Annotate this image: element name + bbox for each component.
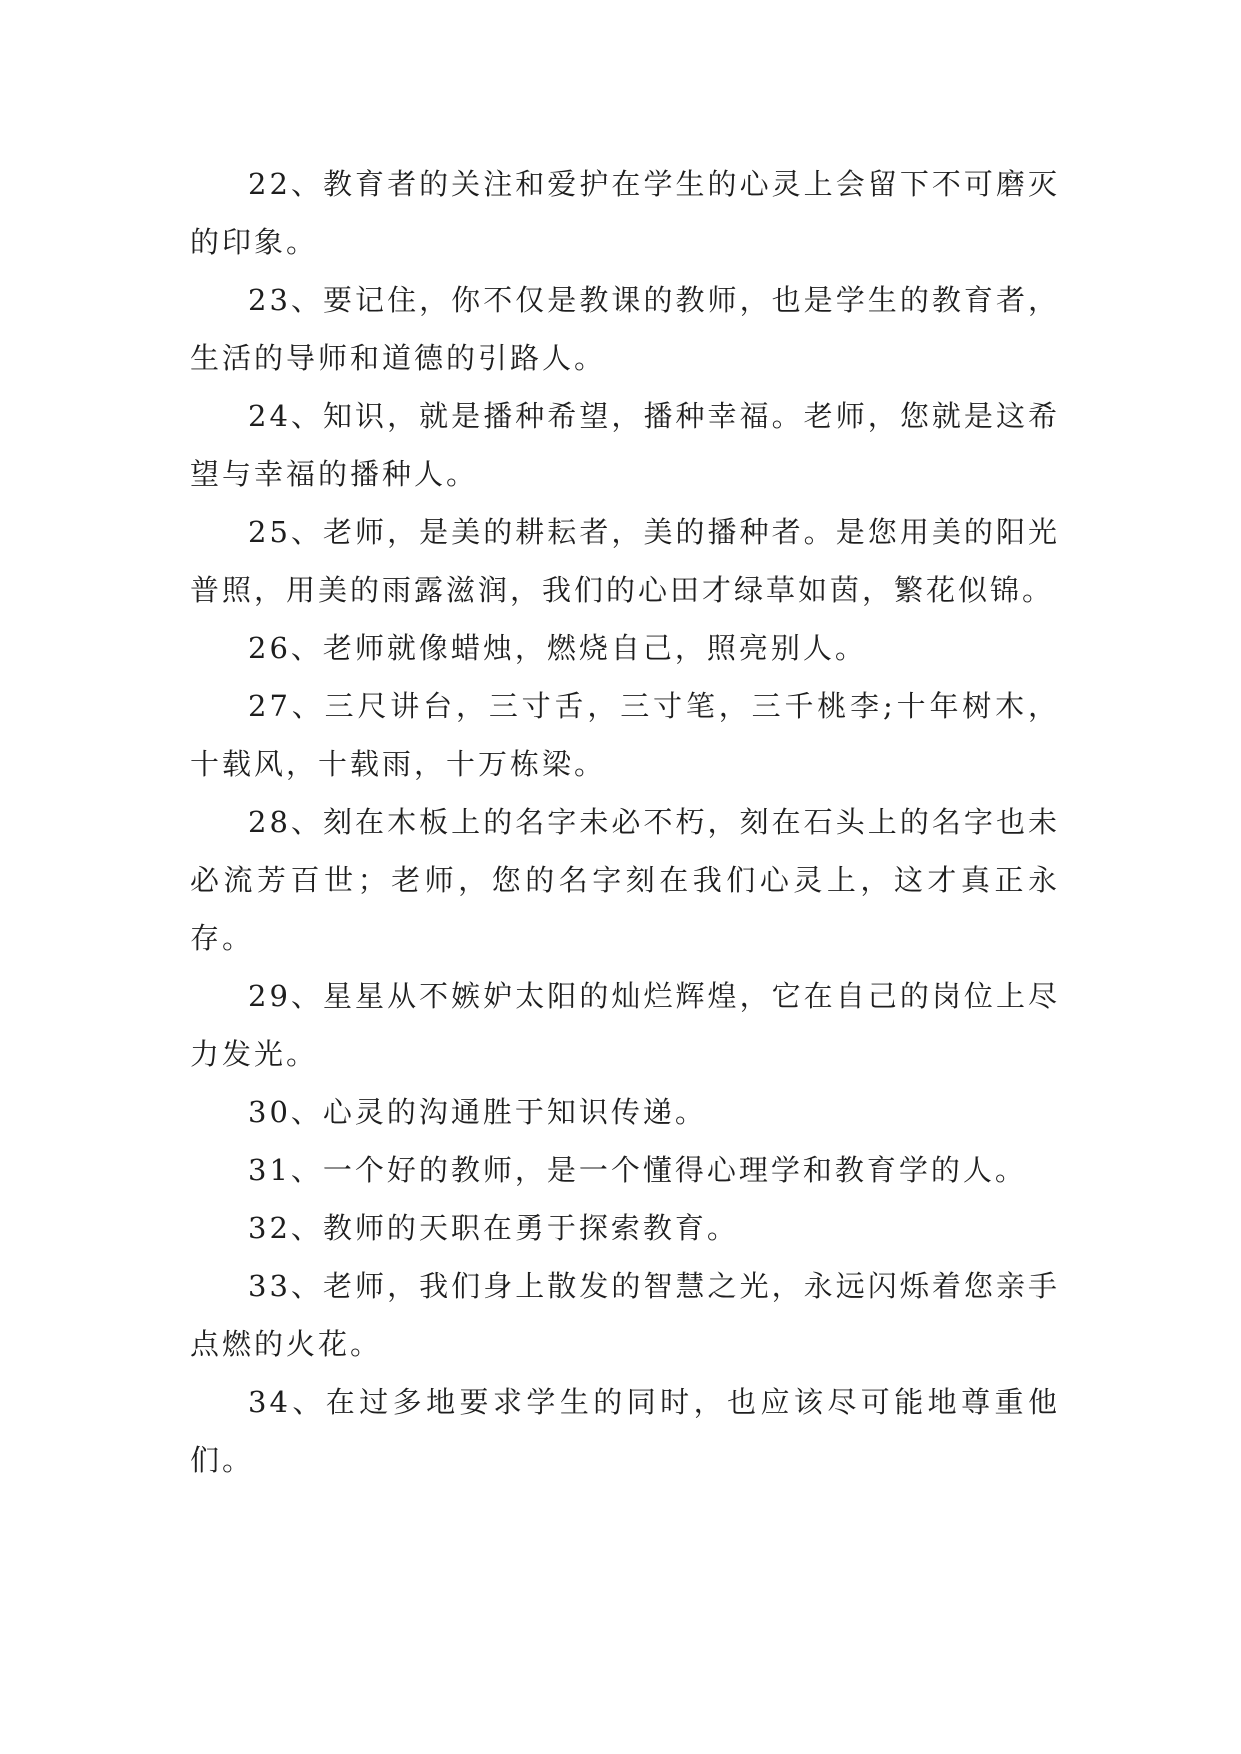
paragraph-31: 31、一个好的教师，是一个懂得心理学和教育学的人。 xyxy=(248,1153,1027,1187)
paragraph-24: 24、知识，就是播种希望，播种幸福。老师，您就是这希望与幸福的播种人。 xyxy=(190,399,1060,491)
document-body xyxy=(190,155,1060,1489)
paragraph-26: 26、老师就像蜡烛，燃烧自己，照亮别人。 xyxy=(248,631,867,665)
paragraph-27: 27、三尺讲台，三寸舌，三寸笔，三千桃李;十年树木，十载风，十载雨，十万栋梁。 xyxy=(190,689,1060,781)
paragraph-25: 25、老师，是美的耕耘者，美的播种者。是您用美的阳光普照，用美的雨露滋润，我们的心田才绿草如茵，繁花似锦。 xyxy=(190,515,1060,607)
paragraph-30: 30、心灵的沟通胜于知识传递。 xyxy=(248,1095,707,1129)
paragraph-22: 22、教育者的关注和爱护在学生的心灵上会留下不可磨灭的印象。 xyxy=(190,167,1060,259)
paragraph-29: 29、星星从不嫉妒太阳的灿烂辉煌，它在自己的岗位上尽力发光。 xyxy=(190,979,1060,1071)
paragraph-23: 23、要记住，你不仅是教课的教师，也是学生的教育者，生活的导师和道德的引路人。 xyxy=(190,283,1060,375)
paragraph-33: 33、老师，我们身上散发的智慧之光，永远闪烁着您亲手点燃的火花。 xyxy=(190,1269,1060,1361)
paragraph-34: 34、在过多地要求学生的同时，也应该尽可能地尊重他们。 xyxy=(190,1385,1060,1477)
paragraph-32: 32、教师的天职在勇于探索教育。 xyxy=(248,1211,739,1245)
paragraph-28: 28、刻在木板上的名字未必不朽，刻在石头上的名字也未必流芳百世；老师，您的名字刻在我们心灵上，这才真正永存。 xyxy=(190,805,1060,955)
